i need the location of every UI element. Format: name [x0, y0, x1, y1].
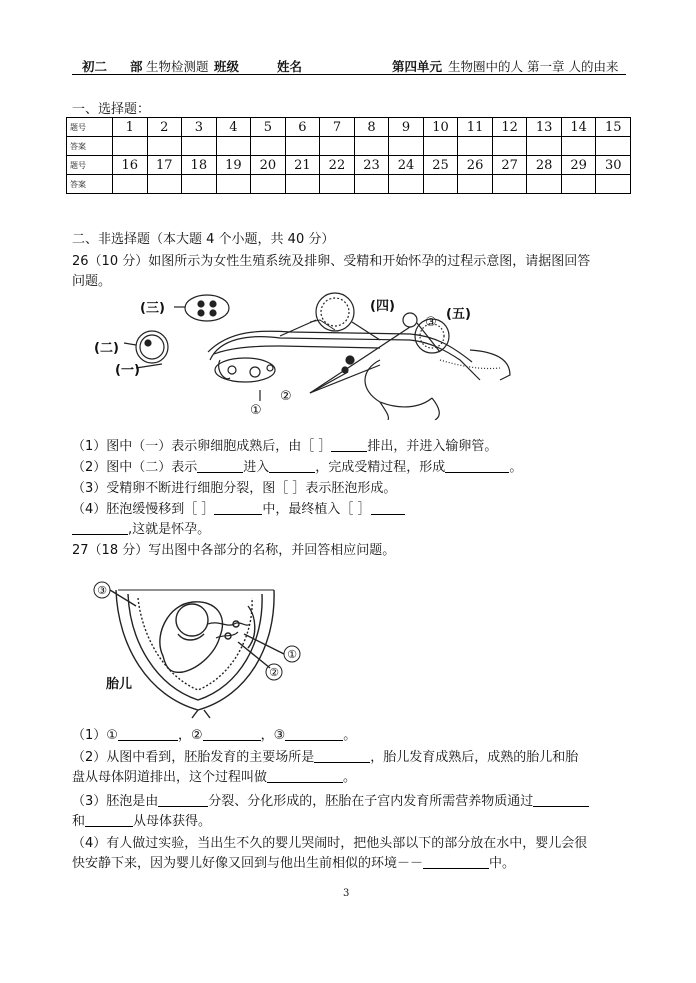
q27-p1-text-c: ，③: [260, 728, 286, 743]
fig26-label-yi: (一): [115, 363, 140, 378]
header-subject: 生物检测题: [146, 59, 209, 74]
table-cell: 20: [251, 156, 286, 175]
q-label: 题号: [67, 156, 113, 175]
answer-cell[interactable]: [285, 175, 320, 194]
table-cell: 11: [458, 118, 493, 137]
table-cell: 25: [423, 156, 458, 175]
answer-cell[interactable]: [216, 137, 251, 156]
q27-p3-blank-3[interactable]: [85, 813, 133, 827]
q26-p1: [72, 435, 497, 454]
q-label: 题号: [67, 118, 113, 137]
fig26-num-1: ①: [250, 403, 262, 418]
fig27-num-2: ②: [269, 666, 279, 679]
q26-p2-text-a: （2）图中（二）表示: [72, 460, 198, 475]
q27-p1: [72, 724, 356, 743]
answer-cell[interactable]: [113, 137, 148, 156]
fig27-fetus-label: 胎儿: [106, 677, 133, 692]
q27-p2: [72, 746, 578, 765]
fetus-uterus-diagram: [88, 576, 308, 721]
q26-intro-2: 问题。: [72, 274, 112, 289]
q26-p3: （3）受精卵不断进行细胞分裂，图［ ］表示胚泡形成。: [72, 481, 397, 496]
q26-p4-blank-2[interactable]: [371, 501, 405, 515]
fig26-num-3: ③: [425, 315, 437, 330]
fig27-num-3: ③: [97, 584, 107, 597]
answer-cell[interactable]: [423, 175, 458, 194]
answer-cell[interactable]: [458, 137, 493, 156]
table-cell: 29: [561, 156, 596, 175]
q27-p3-text-c: 和: [72, 814, 86, 829]
table-cell: 9: [389, 118, 424, 137]
table-cell: 14: [561, 118, 596, 137]
answer-cell[interactable]: [492, 175, 527, 194]
fig26-label-wu: (五): [446, 307, 471, 322]
header-unit-title: 生物圈中的人 第一章 人的由来: [448, 59, 619, 74]
q27-p2-text-c: 盘从母体阴道排出，这个过程叫做: [72, 770, 268, 785]
answer-cell[interactable]: [596, 137, 631, 156]
header-dept: 部: [130, 59, 143, 74]
q26-intro-1: 26（10 分）如图所示为女性生殖系统及排卵、受精和开始怀孕的过程示意图，请据图回答: [72, 254, 591, 269]
fig27-num-1: ①: [287, 648, 297, 661]
table-cell: 5: [251, 118, 286, 137]
table-cell: 15: [596, 118, 631, 137]
q27-p1-text-b: ，②: [177, 728, 203, 743]
header-class-label: 班级: [214, 59, 240, 74]
table-cell: 4: [216, 118, 251, 137]
fig26-label-san: (三): [140, 301, 165, 316]
section1-title: 一、选择题：: [72, 102, 151, 117]
q27-p2-text-a: （2）从图中看到，胚胎发育的主要场所是: [72, 750, 315, 765]
q27-p2-blank-2[interactable]: [267, 769, 343, 783]
table-cell: 17: [147, 156, 182, 175]
table-cell: 19: [216, 156, 251, 175]
q27-p4-cont: [72, 852, 515, 871]
answer-cell[interactable]: [354, 175, 389, 194]
table-cell: 2: [147, 118, 182, 137]
answer-cell[interactable]: [458, 175, 493, 194]
table-cell: 12: [492, 118, 527, 137]
q26-p4-text-b: 中，最终植入［ ］: [262, 502, 371, 517]
table-cell: 26: [458, 156, 493, 175]
answer-cell[interactable]: [389, 137, 424, 156]
q26-p2-blank-3[interactable]: [445, 459, 509, 473]
table-cell: 1: [113, 118, 148, 137]
q26-p1-blank[interactable]: [331, 438, 367, 452]
answer-cell[interactable]: [251, 137, 286, 156]
q27-p4: （4）有人做过实验，当出生不久的婴儿哭闹时，把他头部以下的部分放在水中，婴儿会很: [72, 836, 588, 851]
table-cell: 13: [527, 118, 562, 137]
table-cell: 8: [354, 118, 389, 137]
answer-cell[interactable]: [527, 137, 562, 156]
table-cell: 22: [320, 156, 355, 175]
q27-p3-cont: [72, 810, 211, 829]
answer-cell[interactable]: [389, 175, 424, 194]
answer-cell[interactable]: [596, 175, 631, 194]
table-cell: 24: [389, 156, 424, 175]
q26-p2: [72, 456, 522, 475]
q26-p1-text-a: （1）图中（一）表示卵细胞成熟后，由［ ］: [72, 439, 332, 454]
q27-p3-text-d: 从母体获得。: [133, 814, 212, 829]
q26-p2-text-c: ，完成受精过程，形成: [315, 460, 446, 475]
q27-p3-text-b: 分裂、分化形成的，胚胎在子宫内发育所需营养物质通过: [208, 794, 534, 809]
q27-p1-text-a: （1）①: [72, 728, 118, 743]
q27-p3-blank-1[interactable]: [158, 793, 208, 807]
q27-p1-blank-1[interactable]: [118, 727, 178, 741]
q27-p1-blank-3[interactable]: [285, 727, 343, 741]
fig26-label-er: (二): [94, 341, 119, 356]
table-cell: 16: [113, 156, 148, 175]
table-row: [67, 156, 631, 175]
table-cell: 23: [354, 156, 389, 175]
reproductive-system-diagram: [80, 290, 520, 420]
q26-p2-blank-1[interactable]: [197, 459, 243, 473]
answer-cell[interactable]: [423, 137, 458, 156]
table-row: [67, 137, 631, 156]
table-cell: 28: [527, 156, 562, 175]
answer-cell[interactable]: [182, 137, 217, 156]
table-cell: 30: [596, 156, 631, 175]
q27-p2-cont: [72, 766, 356, 785]
q27-p2-text-d: 。: [343, 770, 357, 785]
answer-cell[interactable]: [527, 175, 562, 194]
answer-cell[interactable]: [561, 137, 596, 156]
page-number: 3: [343, 888, 350, 899]
table-cell: 18: [182, 156, 217, 175]
q27-p4-blank[interactable]: [423, 855, 489, 869]
a-label: 答案: [67, 137, 113, 156]
answer-cell[interactable]: [147, 175, 182, 194]
q27-p4-text-b: 快安静下来，因为婴儿好像又回到与他出生前相似的环境－－: [72, 856, 424, 871]
table-cell: 3: [182, 118, 217, 137]
q27-p3: [72, 790, 589, 809]
answer-cell[interactable]: [492, 137, 527, 156]
answer-cell[interactable]: [147, 137, 182, 156]
q27-p1-blank-2[interactable]: [203, 727, 261, 741]
q26-p4-text-c: ,这就是怀孕。: [128, 522, 211, 537]
page-header: [72, 56, 626, 75]
header-unit-label: 第四单元: [392, 59, 443, 74]
header-name-label: 姓名: [277, 59, 303, 74]
table-cell: 27: [492, 156, 527, 175]
a-label: 答案: [67, 175, 113, 194]
q26-p4-blank-1[interactable]: [214, 501, 262, 515]
q26-p4: [72, 498, 405, 517]
fig26-label-si: (四): [370, 299, 395, 314]
table-cell: 21: [285, 156, 320, 175]
q26-p2-blank-2[interactable]: [269, 459, 315, 473]
q26-p4-blank-3[interactable]: [72, 521, 128, 535]
answer-cell[interactable]: [113, 175, 148, 194]
table-cell: 6: [285, 118, 320, 137]
answer-cell[interactable]: [320, 175, 355, 194]
q26-p1-text-b: 排出，并进入输卵管。: [367, 439, 498, 454]
q27-p2-blank-1[interactable]: [314, 749, 370, 763]
answer-cell[interactable]: [354, 137, 389, 156]
table-cell: 7: [320, 118, 355, 137]
q26-p4-cont: [72, 518, 210, 537]
answer-cell[interactable]: [285, 137, 320, 156]
answer-cell[interactable]: [182, 175, 217, 194]
section2-title: 二、非选择题（本大题 4 个小题，共 40 分）: [72, 232, 335, 247]
q26-p2-text-b: 进入: [243, 460, 270, 475]
q27-p3-text-a: （3）胚泡是由: [72, 794, 159, 809]
fig26-num-2: ②: [280, 389, 292, 404]
q27-p4-text-c: 中。: [489, 856, 516, 871]
table-row: [67, 175, 631, 194]
answer-cell[interactable]: [561, 175, 596, 194]
q27-p2-text-b: ，胎儿发育成熟后，成熟的胎儿和胎: [370, 750, 579, 765]
q26-p4-text-a: （4）胚泡缓慢移到［ ］: [72, 502, 215, 517]
table-row: [67, 118, 631, 137]
q26-p2-text-d: 。: [509, 460, 523, 475]
q27-p3-blank-2[interactable]: [533, 793, 589, 807]
answer-cell[interactable]: [216, 175, 251, 194]
table-cell: 10: [423, 118, 458, 137]
answer-cell[interactable]: [320, 137, 355, 156]
answer-table: [66, 117, 631, 194]
answer-cell[interactable]: [251, 175, 286, 194]
q27-intro: 27（18 分）写出图中各部分的名称，并回答相应问题。: [72, 543, 396, 558]
q27-p1-text-d: 。: [343, 728, 357, 743]
header-grade: 初二: [82, 59, 108, 74]
